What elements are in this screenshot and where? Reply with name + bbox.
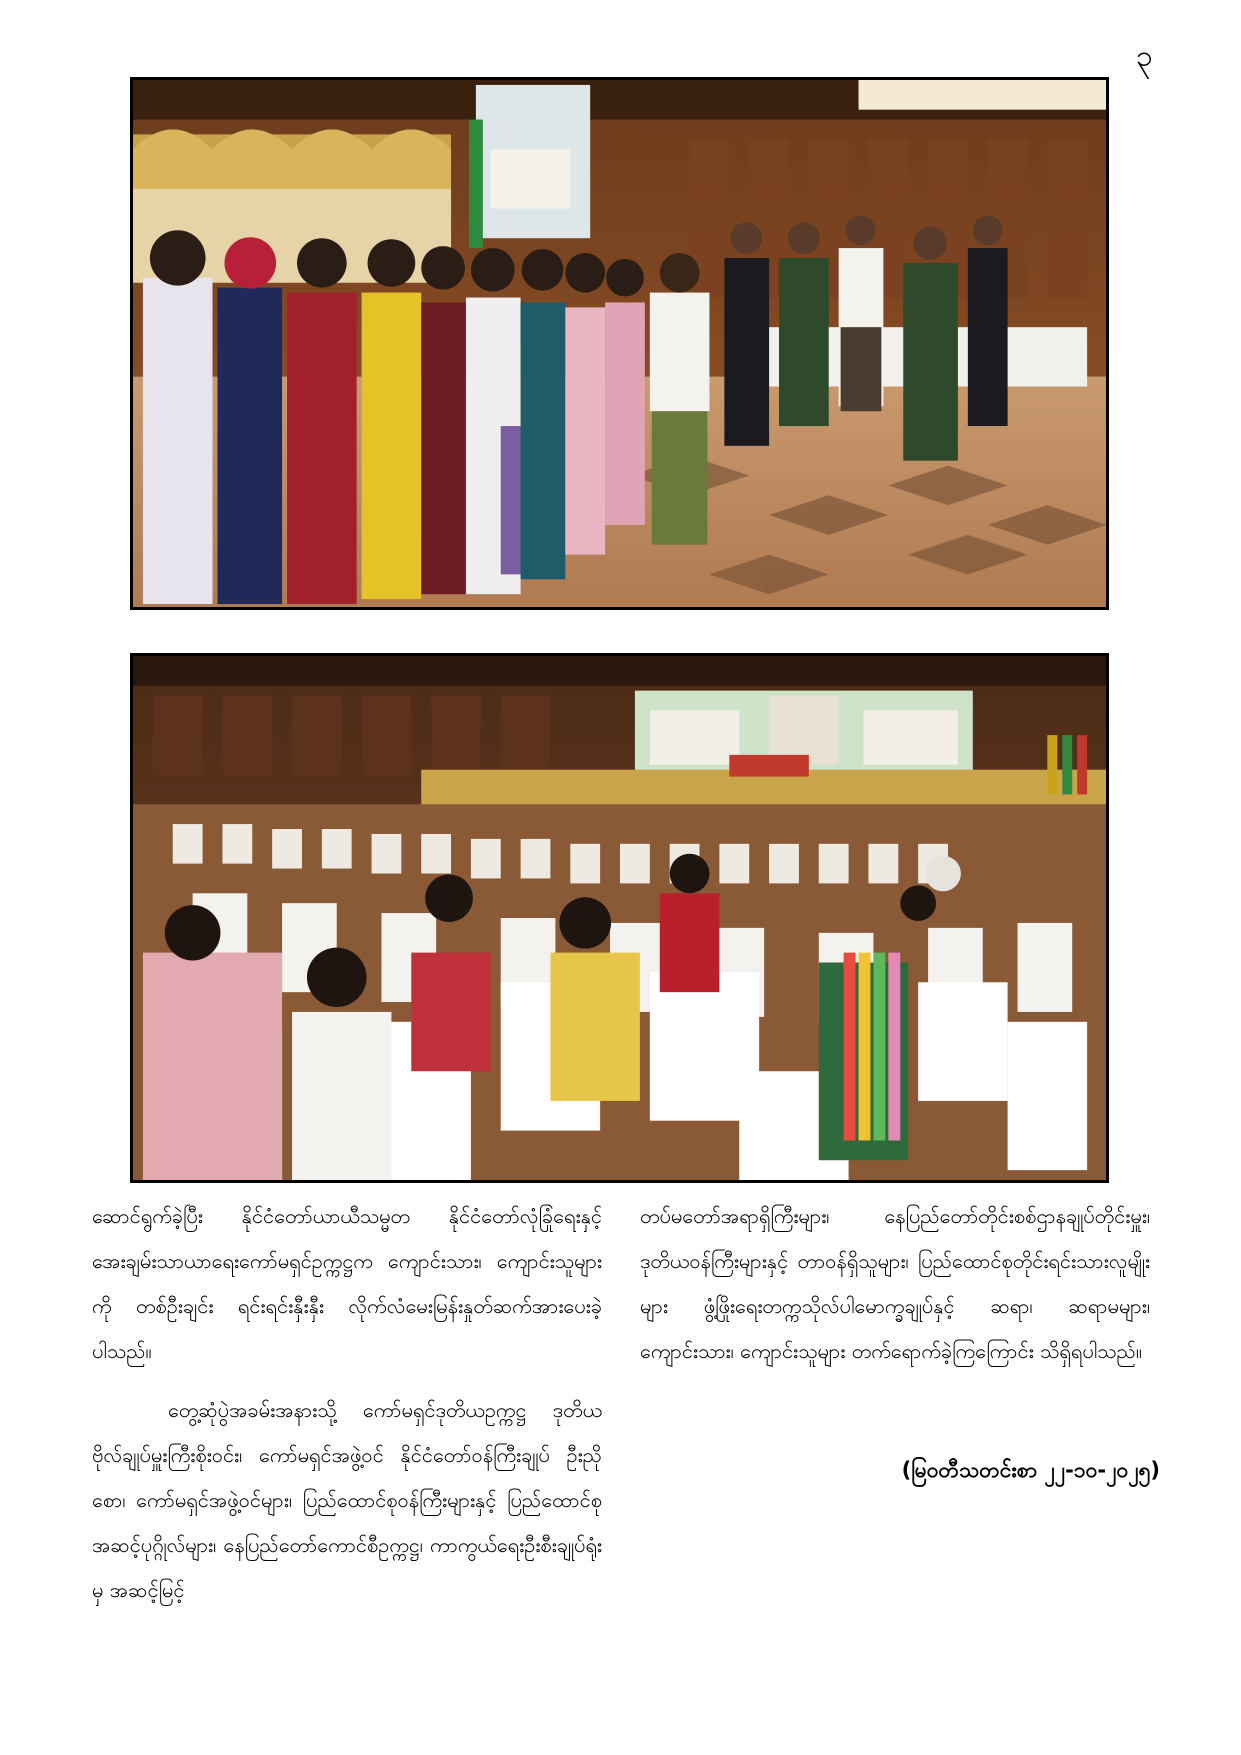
photo-greeting-line bbox=[130, 77, 1109, 610]
article-paragraph: တပ်မတော်အရာရှိကြီးများ၊ နေပြည်တော်တိုင်းစစ်ဌာနချုပ်တိုင်းမှူး၊ ဒုတိယဝန်ကြီးများနှင့် တာဝန်ရှိသူများ၊ ပြည်ထောင်စုတိုင်းရင်းသားလူမျိုးများ ဖွံ့ဖြိုးရေးတက္ကသိုလ်ပါမောက္ခချုပ်နှင့် ဆရာ၊ ဆရာမများ၊ ကျောင်းသား၊ ကျောင်းသူများ တက်ရောက်ခဲ့ကြကြောင်း သိရှိရပါသည်။ bbox=[640, 1204, 1150, 1363]
article-paragraph: တွေ့ဆုံပွဲအခမ်းအနားသို့ ကော်မရှင်ဒုတိယဥက္ကဋ္ဌ ဒုတိယဗိုလ်ချုပ်မှူးကြီးစိုးဝင်း၊ ကော်မရှင်အဖွဲ့ဝင် နိုင်ငံတော်ဝန်ကြီးချုပ် ဦးညိုစော၊ ကော်မရှင်အဖွဲ့ဝင်များ၊ ပြည်ထောင်စုဝန်ကြီးများနှင့် ပြည်ထောင်စုအဆင့်ပုဂ္ဂိုလ်များ၊ နေပြည်တော်ကောင်စီဥက္ကဋ္ဌ၊ ကာကွယ်ရေးဦးစီးချုပ်ရုံးမှ အဆင့်မြင့် bbox=[92, 1398, 602, 1602]
page-number: ၃ bbox=[1136, 39, 1153, 74]
article-paragraph: ဆောင်ရွက်ခဲ့ပြီး နိုင်ငံတော်ယာယီသမ္မတ နိုင်ငံတော်လုံခြုံရေးနှင့် အေးချမ်းသာယာရေးကော်မရှင်ဥက္ကဋ္ဌက ကျောင်းသား၊ ကျောင်းသူများကို တစ်ဦးချင်း ရင်းရင်းနှီးနှီး လိုက်လံမေးမြန်းနှုတ်ဆက်အားပေးခဲ့ပါသည်။ bbox=[92, 1204, 602, 1363]
photo-audience-hall bbox=[130, 653, 1109, 1183]
article-column-right bbox=[640, 1194, 1150, 1374]
news-source: (မြဝတီသတင်းစာ ၂၂-၁၀-၂၀၂၅) bbox=[901, 1458, 1160, 1482]
article-column-left bbox=[92, 1194, 602, 1613]
